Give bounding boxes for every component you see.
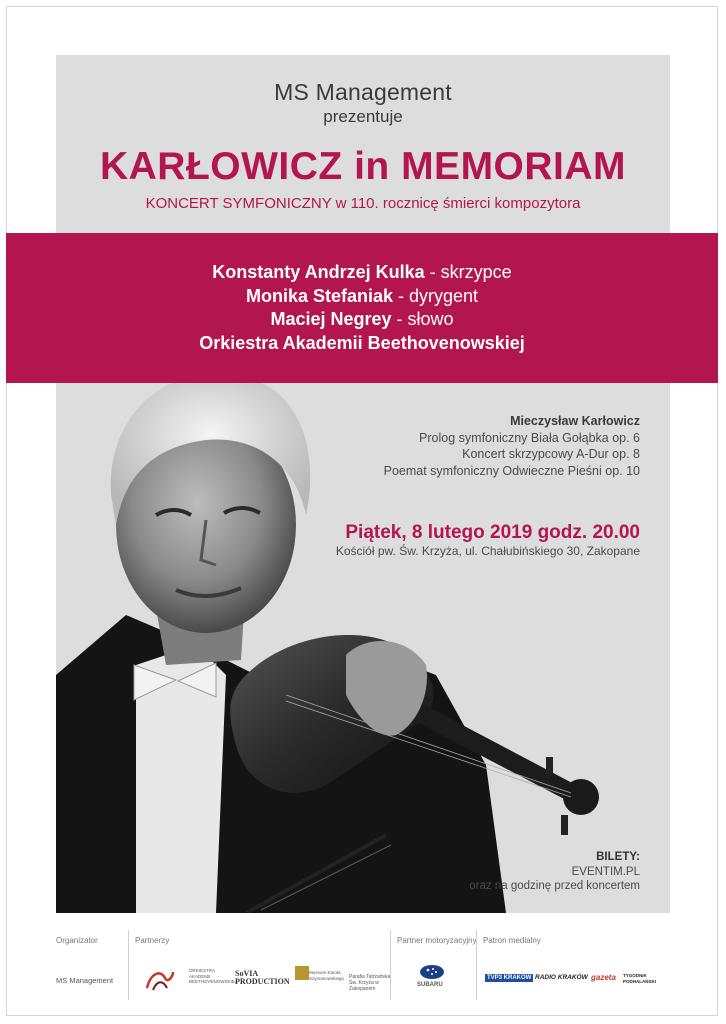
concert-subtitle: KONCERT SYMFONICZNY w 110. rocznicę śmierci kompozytora [145,195,581,212]
performer-role: - skrzypce [424,262,512,282]
moto-label: Partner motoryzacyjny [397,936,477,945]
media-label: Patron medialny [483,936,541,945]
organizer-name: MS Management [274,79,452,105]
media-logo-gazeta: gazeta [591,973,616,982]
performer-name: Maciej Negrey [270,309,392,329]
footer-media [476,930,671,1000]
partner-logo-orchestra: ORKIESTRA AKADEMII BEETHOVENOWSKIEJ [189,968,238,984]
program-work: Poemat symfoniczny Odwieczne Pieśni op. 10 [383,463,640,478]
moto-logo: SUBARU [417,982,443,988]
event-venue: Kościół pw. Św. Krzyża, ul. Chałubińskiego 30, Zakopane [335,544,640,558]
organizer-logo: MS Management [56,976,114,985]
program-work: Prolog symfoniczny Biała Gołąbka op. 6 [419,430,640,445]
performer-row [6,332,718,356]
sponsor-footer [56,930,670,1000]
event-date: Piątek, 8 lutego 2019 godz. 20.00 [345,522,640,543]
composer-name: Mieczysław Karłowicz [510,414,640,428]
partners-label: Partnerzy [135,936,170,945]
presents-text: prezentuje [323,107,403,126]
poster-panel [56,55,670,913]
media-logo-radio: RADIO KRAKÓW [535,974,588,981]
performer-role: - słowo [391,309,454,329]
organizer-label: Organizator [56,936,98,945]
performers-list [6,261,718,355]
partner-logo-sovia: SoVIA PRODUCTION [235,969,290,986]
museum-logo-icon [295,966,309,980]
performer-row [6,285,718,309]
tickets-info [469,850,640,894]
footer-moto [390,930,477,1000]
media-logo-tygodnik: TYGODNIK PODHALAŃSKI [623,973,657,984]
performers-band [6,233,718,383]
performer-row [6,261,718,285]
program-list [384,413,640,479]
performer-role: - dyrygent [393,285,479,306]
tickets-source: EVENTIM.PL [571,865,640,878]
tickets-note: oraz na godzinę przed koncertem [469,880,640,892]
program-work: Koncert skrzypcowy A-Dur op. 8 [462,447,640,461]
orchestra-logo-icon [143,966,177,994]
footer-organizer [56,930,128,1000]
partner-logo-museum: Muzeum Karola Szymanowskiego [309,970,345,981]
media-logo-tvp: TVP3 KRAKÓW [487,975,532,981]
tickets-label: BILETY: [596,851,640,863]
performer-name: Konstanty Andrzej Kulka [212,262,425,282]
performer-row [6,308,718,332]
subaru-logo-icon [419,964,445,980]
performer-name: Monika Stefaniak [245,285,393,306]
performer-name: Orkiestra Akademii Beethovenowskiej [199,332,525,353]
footer-partners [128,930,391,1000]
partner-logo-parish: Parafia Tatrzańska Św. Krzyża w Zakopanem [349,974,391,992]
concert-title: KARŁOWICZ in MEMORIAM [99,145,627,188]
